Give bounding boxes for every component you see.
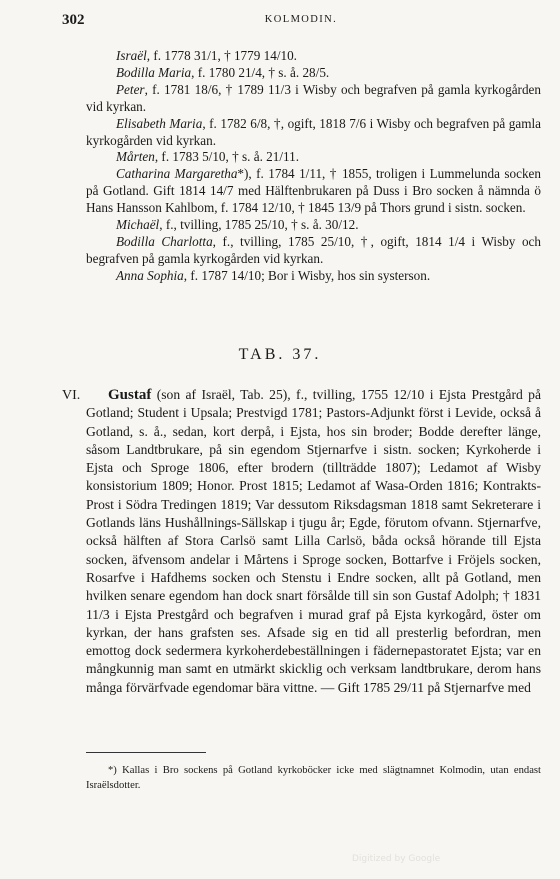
child-entries bbox=[86, 48, 541, 285]
entry-anna-sophia: Anna Sophia, f. 1787 14/10; Bor i Wisby, hos sin systerson. bbox=[116, 267, 431, 283]
scan-watermark: Digitized by Google bbox=[352, 854, 441, 864]
person-name: Peter bbox=[116, 81, 145, 97]
footnote-rule bbox=[86, 752, 206, 753]
entry-peter: Peter, f. 1781 18/6, † 1789 11/3 i Wisby och begrafven på gamla kyrkogården vid kyrkan. bbox=[86, 81, 541, 114]
lead-name: Gustaf bbox=[108, 387, 152, 403]
biography-body: (son af Israël, Tab. 25), f., tvilling, 1755 12/10 i Ejsta Prestgård på Gotland; Student i Upsala; Prestvigd 1781; Pastors-Adjunkt först i Levide, också å Gotland, s. å., sedan, kort derpå, i Ejsta, hos sin broder; Bodde derefter länge, såsom Landtbrukare, på sin egendom Stjernarfve i sistn. socken; Kyrkoherde i Ejsta och Sproge 1806, efter brodern (tillträdde 1807); Ledamot af Wisby konsistorium 1809; Honor. Prost 1815; Ledamot af Wasa-Orden 1816; Kontrakts-Prost i Södra Tredingen 1819; Var dessutom Riksdagsman 1818 samt Sekreterare i Gotlands läns Hushållnings-Sällskap i tjugu år; Egde, förutom ofvann. Stjernarfve, också hälften af Stora Carlsö samt Lilla Carlsö, båda också hörande till Ejsta socken, äfvensom andelar i Mårtens i Sproge socken, Bottarfve i Fröjels socken, Rosarfve i Hafdhems socken och Stenstu i Endre socken, allt på Gotland, men hvilken senare egendom han dock snart försålde till sin son Gustaf Adolph; † 1831 11/3 i Ejsta Prestgård och begrafven i murad graf på Ejsta kyrkogård, öster om kyrkan, der hans grafsten ses. Afsade sig en tid all presterlig befordran, men emottog dock sedermera kyrkoherdebeställningen i fädernepastoratet Ejsta; var en mångkunnig man samt en utmärkt skicklig och verksam landtbrukare, derom hans många förvärfvade egendomar bära vittne. — Gift 1785 29/11 på Stjernarfve med bbox=[86, 387, 541, 695]
page-header bbox=[62, 10, 540, 34]
entry-elisabeth-maria: Elisabeth Maria, f. 1782 6/8, †, ogift, 1818 7/6 i Wisby och begrafven på gamla kyrkogården vid kyrkan. bbox=[86, 115, 541, 148]
entry-michael: Michaël, f., tvilling, 1785 25/10, † s. å. 30/12. bbox=[116, 217, 359, 233]
biography-section bbox=[86, 386, 541, 697]
person-name: Catharina Margaretha bbox=[116, 166, 238, 182]
person-name: Israël bbox=[116, 48, 147, 63]
table-heading: TAB. 37. bbox=[238, 346, 322, 363]
entry-bodilla-maria: Bodilla Maria, f. 1780 21/4, † s. å. 28/5. bbox=[116, 64, 330, 80]
entry-marten: Mårten, f. 1783 5/10, † s. å. 21/11. bbox=[116, 149, 300, 165]
page-number: 302 bbox=[62, 12, 85, 28]
person-name: Mårten bbox=[116, 149, 155, 165]
entry-catharina-margaretha: Catharina Margaretha*), f. 1784 1/11, † 1855, troligen i Lummelunda socken på Gotland. Gift 1814 14/7 med Hälftenbrukaren på Duss i Bro socken å nämnda ö Hans Hansson Kahlbom, f. 1784 12/10, † 1845 13/9 på Thors grund i sistn. socken. bbox=[86, 166, 541, 216]
footnote: *) Kallas i Bro sockens på Gotland kyrkoböcker icke med slägtnamnet Kolmodin, utan endast Israëlsdotter. bbox=[86, 765, 541, 791]
person-name: Bodilla Maria bbox=[116, 64, 192, 80]
biography-text bbox=[86, 386, 541, 697]
person-name: Anna Sophia bbox=[116, 267, 184, 283]
generation-numeral: VI. bbox=[62, 388, 81, 403]
person-name: Michaël bbox=[116, 217, 160, 233]
entry-israel: Israël, f. 1778 31/1, † 1779 14/10. bbox=[116, 48, 297, 63]
person-name: Bodilla Charlotta bbox=[116, 233, 213, 249]
entry-bodilla-charlotta: Bodilla Charlotta, f., tvilling, 1785 25/10, †, ogift, 1814 1/4 i Wisby och begrafven på gamla kyrkogården vid kyrkan. bbox=[86, 233, 541, 266]
person-name: Elisabeth Maria bbox=[116, 115, 203, 131]
running-head: KOLMODIN. bbox=[264, 14, 338, 25]
